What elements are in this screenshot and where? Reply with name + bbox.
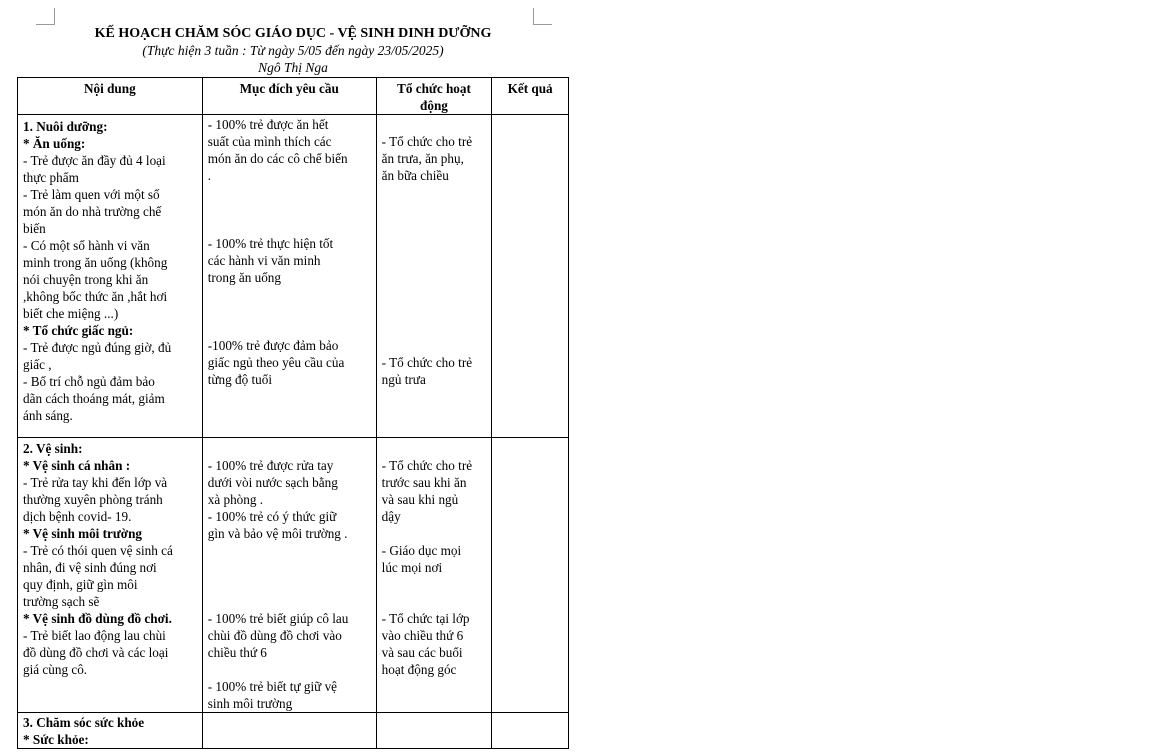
cell-text-line: * Tổ chức giấc ngủ:: [23, 323, 134, 338]
cell-text-line: - Trẻ được ngủ đúng giờ, đủ: [23, 340, 172, 355]
cell-text-line: 2. Vệ sinh:: [23, 441, 83, 456]
cell-text-line: - Bố trí chỗ ngủ đảm bảo: [23, 374, 155, 389]
cell-text-line: nhân, đi vệ sinh đúng nơi: [23, 560, 157, 575]
row2-result-cell: [492, 438, 569, 713]
header-result: Kết quả: [492, 78, 569, 115]
cell-text-line: - Trẻ biết lao động lau chùi: [23, 628, 166, 643]
row3-objective-cell: [202, 713, 376, 749]
cell-text-line: - Trẻ làm quen với một số: [23, 187, 160, 202]
cell-text-line: [208, 576, 371, 593]
cell-text-line: [208, 184, 371, 201]
header-activity: [376, 78, 492, 115]
document-title: KẾ HOẠCH CHĂM SÓC GIÁO DỤC - VỆ SINH DINH DƯỠNG: [94, 26, 492, 41]
cell-text-line: [208, 286, 371, 303]
cell-text-line: 1. Nuôi dưỡng:: [23, 119, 108, 134]
header-content: Nội dung: [18, 78, 203, 115]
table-row: [18, 115, 569, 438]
cell-text-line: quy định, giữ gìn môi: [23, 577, 138, 592]
row1-activity-cell: [376, 115, 492, 438]
cell-text-line: [208, 320, 371, 337]
cell-text-line: trường sạch sẽ: [23, 594, 100, 609]
row3-activity-cell: [376, 713, 492, 749]
cell-text-line: ngủ trưa: [381, 372, 426, 387]
cell-text-line: - Trẻ rửa tay khi đến lớp và: [23, 475, 168, 490]
cell-text-line: ánh sáng.: [23, 408, 73, 423]
cell-text-line: [382, 440, 487, 457]
crop-mark-top-right: [533, 8, 552, 25]
cell-text-line: ăn trưa, ăn phụ,: [381, 151, 464, 166]
cell-text-line: chùi đồ dùng đồ chơi vào: [207, 628, 342, 643]
cell-text-line: - 100% trẻ thực hiện tốt: [207, 236, 334, 251]
cell-text-line: dưới vòi nước sạch bằng: [207, 475, 338, 490]
cell-text-line: - 100% trẻ được rửa tay: [207, 458, 334, 473]
cell-text-line: [382, 235, 487, 252]
cell-text-line: nói chuyện trong khi ăn: [23, 272, 149, 287]
cell-text-line: - Tổ chức cho trẻ: [381, 134, 473, 149]
header-objective: Mục đích yêu cầu: [202, 78, 376, 115]
cell-text-line: [208, 440, 371, 457]
cell-text-line: [208, 559, 371, 576]
row2-activity-cell: [376, 438, 492, 713]
cell-text-line: thường xuyên phòng tránh: [23, 492, 163, 507]
cell-text-line: - Trẻ có thói quen vệ sinh cá: [23, 543, 173, 558]
cell-text-line: biết che miệng ...): [23, 306, 119, 321]
cell-text-line: - 100% trẻ biết tự giữ vệ: [207, 679, 338, 694]
cell-text-line: [382, 184, 487, 201]
cell-text-line: ăn bữa chiều: [381, 168, 449, 183]
cell-text-line: 3. Chăm sóc sức khỏe: [23, 715, 145, 730]
cell-text-line: [208, 218, 371, 235]
cell-text-line: [382, 576, 487, 593]
row2-objective-cell: [202, 438, 376, 713]
cell-text-line: từng độ tuổi: [207, 372, 273, 387]
cell-text-line: - Tổ chức tại lớp: [381, 611, 470, 626]
cell-text-line: dãn cách thoáng mát, giảm: [23, 391, 165, 406]
cell-text-line: - Trẻ được ăn đầy đủ 4 loại: [23, 153, 166, 168]
cell-text-line: ,không bốc thức ăn ,hắt hơi: [23, 289, 168, 304]
cell-text-line: * Vệ sinh cá nhân :: [23, 458, 131, 473]
table-row: [18, 438, 569, 713]
table-header-row: [18, 78, 569, 115]
cell-text-line: biến: [23, 221, 46, 236]
cell-text-line: [382, 303, 487, 320]
cell-text-line: [208, 303, 371, 320]
cell-text-line: * Sức khỏe:: [23, 732, 89, 747]
crop-mark-top-left: [36, 8, 55, 25]
cell-text-line: - 100% trẻ được ăn hết: [207, 117, 329, 132]
row1-result-cell: [492, 115, 569, 438]
cell-text-line: minh trong ăn uống (không: [23, 255, 168, 270]
cell-text-line: [382, 337, 487, 354]
header-activity-line: Tổ chức hoạt: [397, 81, 471, 96]
cell-text-line: [208, 661, 371, 678]
cell-text-line: [382, 269, 487, 286]
cell-text-line: món ăn do các cô chế biến: [207, 151, 348, 166]
row3-content-cell: [18, 713, 203, 749]
care-plan-table: [17, 77, 569, 749]
table-row: [18, 713, 569, 749]
cell-text-line: [208, 201, 371, 218]
cell-text-line: .: [207, 168, 212, 183]
document-author: Ngô Thị Nga: [258, 60, 328, 75]
cell-text-line: thực phẩm: [23, 170, 79, 185]
cell-text-line: xà phòng .: [207, 492, 264, 507]
cell-text-line: trong ăn uống: [207, 270, 281, 285]
cell-text-line: - Giáo dục mọi: [381, 543, 462, 558]
cell-text-line: giấc ngủ theo yêu cầu của: [207, 355, 345, 370]
cell-text-line: - 100% trẻ biết giúp cô lau: [207, 611, 349, 626]
row3-result-cell: [492, 713, 569, 749]
cell-text-line: hoạt động góc: [381, 662, 457, 677]
cell-text-line: [382, 286, 487, 303]
cell-text-line: giá cùng cô.: [23, 662, 88, 677]
cell-text-line: và sau các buổi: [381, 645, 463, 660]
cell-text-line: - Tổ chức cho trẻ: [381, 355, 473, 370]
cell-text-line: * Vệ sinh đồ dùng đồ chơi.: [23, 611, 172, 626]
cell-text-line: * Vệ sinh môi trường: [23, 526, 143, 541]
cell-text-line: đồ dùng đồ chơi và các loại: [23, 645, 169, 660]
cell-text-line: [382, 252, 487, 269]
cell-text-line: [382, 320, 487, 337]
cell-text-line: [208, 542, 371, 559]
cell-text-line: - Có một số hành vi văn: [23, 238, 150, 253]
cell-text-line: món ăn do nhà trường chế: [23, 204, 162, 219]
cell-text-line: [208, 593, 371, 610]
cell-text-line: gìn và bảo vệ môi trường .: [207, 526, 348, 541]
cell-text-line: và sau khi ngủ: [381, 492, 459, 507]
cell-text-line: dịch bệnh covid- 19.: [23, 509, 132, 524]
row2-content-cell: [18, 438, 203, 713]
row1-content-cell: [18, 115, 203, 438]
cell-text-line: chiều thứ 6: [207, 645, 267, 660]
row1-objective-cell: [202, 115, 376, 438]
cell-text-line: - Tổ chức cho trẻ: [381, 458, 473, 473]
cell-text-line: sinh môi trường: [207, 696, 293, 711]
cell-text-line: trước sau khi ăn: [381, 475, 467, 490]
cell-text-line: giấc ,: [23, 357, 52, 372]
cell-text-line: [382, 593, 487, 610]
cell-text-line: [382, 201, 487, 218]
cell-text-line: [382, 218, 487, 235]
document-subtitle: (Thực hiện 3 tuần : Từ ngày 5/05 đến ngày 23/05/2025): [142, 43, 444, 58]
cell-text-line: [382, 525, 487, 542]
cell-text-line: vào chiều thứ 6: [381, 628, 464, 643]
cell-text-line: dậy: [381, 509, 401, 524]
cell-text-line: -100% trẻ được đảm bảo: [207, 338, 339, 353]
cell-text-line: suất của mình thích các: [207, 134, 332, 149]
cell-text-line: [382, 116, 487, 133]
cell-text-line: các hành vi văn minh: [207, 253, 321, 268]
header-activity-line: động: [420, 98, 448, 113]
cell-text-line: lúc mọi nơi: [381, 560, 443, 575]
cell-text-line: * Ăn uống:: [23, 136, 86, 151]
cell-text-line: - 100% trẻ có ý thức giữ: [207, 509, 337, 524]
